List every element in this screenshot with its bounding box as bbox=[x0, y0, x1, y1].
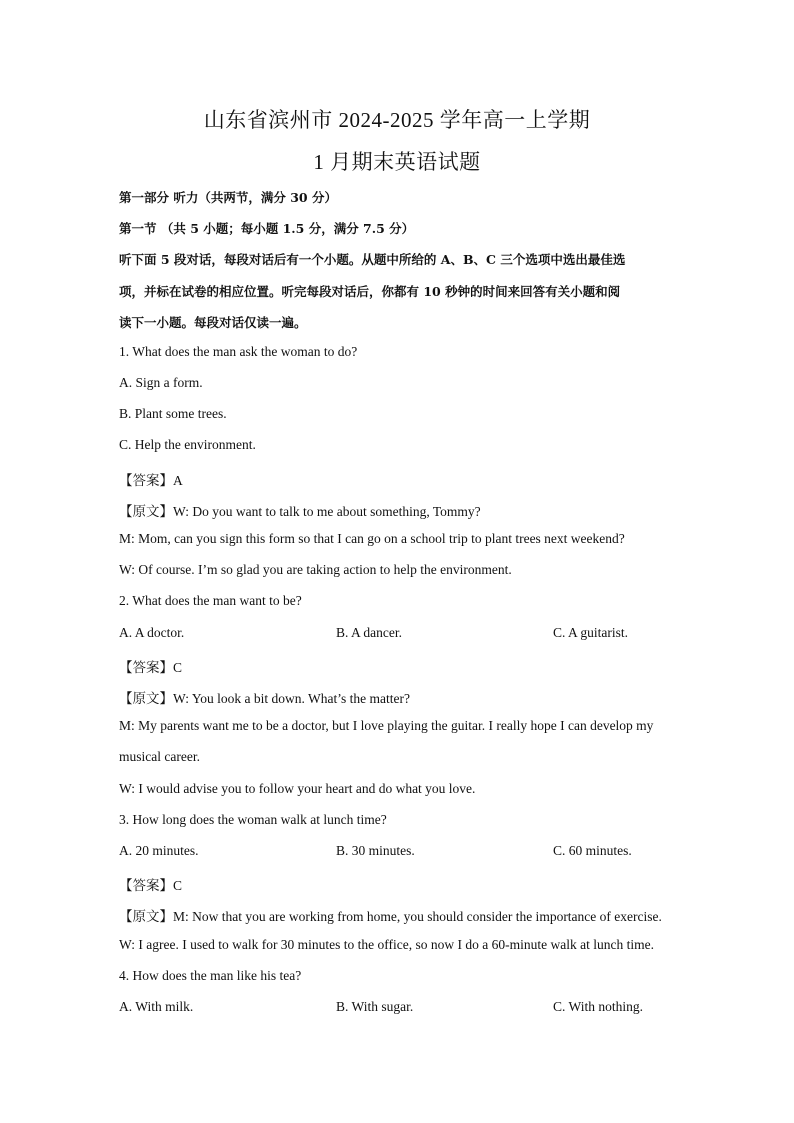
option-a: A. With milk. bbox=[119, 999, 194, 1014]
answer-label: 【答案】 bbox=[119, 878, 173, 893]
answer-label: 【答案】 bbox=[119, 473, 173, 488]
option-b: B. Plant some trees. bbox=[119, 406, 227, 421]
answer-line bbox=[119, 874, 182, 894]
transcript-text: W: You look a bit down. What’s the matter? bbox=[173, 691, 410, 706]
transcript-text: M: Mom, can you sign this form so that I can go on a school trip to plant trees next weekend? bbox=[119, 531, 625, 546]
transcript-label: 【原文】 bbox=[119, 691, 173, 706]
option-c: C. A guitarist. bbox=[553, 625, 629, 640]
transcript-line bbox=[119, 687, 410, 707]
transcript-text: W: Do you want to talk to me about something, Tommy? bbox=[173, 504, 481, 519]
question-text: 4. How does the man like his tea? bbox=[119, 968, 302, 983]
transcript-line bbox=[119, 905, 662, 925]
instructions-line: 项，并标在试卷的相应位置。听完每段对话后，你都有 10 秒钟的时间来回答有关小题和阅 bbox=[119, 284, 621, 299]
option-a: A. 20 minutes. bbox=[119, 843, 199, 858]
answer-value: C bbox=[173, 878, 183, 893]
instructions-line: 听下面 5 段对话，每段对话后有一个小题。从题中所给的 A、B、C 三个选项中选出最佳选 bbox=[119, 252, 626, 267]
question-text: 3. How long does the woman walk at lunch time? bbox=[119, 812, 387, 827]
transcript-text: W: Of course. I’m so glad you are taking action to help the environment. bbox=[119, 562, 512, 577]
part1-heading: 第一部分 听力（共两节，满分 30 分） bbox=[119, 190, 337, 205]
answer-line bbox=[119, 656, 182, 676]
transcript-label: 【原文】 bbox=[119, 909, 173, 924]
option-b: B. With sugar. bbox=[336, 999, 414, 1014]
option-a: A. A doctor. bbox=[119, 625, 185, 640]
transcript-text: musical career. bbox=[119, 749, 200, 764]
instructions-line: 读下一小题。每段对话仅读一遍。 bbox=[119, 315, 307, 330]
option-c: C. Help the environment. bbox=[119, 437, 256, 452]
answer-value: A bbox=[173, 473, 183, 488]
question-text: 1. What does the man ask the woman to do? bbox=[119, 344, 358, 359]
answer-label: 【答案】 bbox=[119, 660, 173, 675]
transcript-text: W: I agree. I used to walk for 30 minutes to the office, so now I do a 60-minute walk at lunch time. bbox=[119, 937, 654, 952]
answer-line bbox=[119, 469, 183, 489]
transcript-text: W: I would advise you to follow your heart and do what you love. bbox=[119, 781, 476, 796]
exam-title: 山东省滨州市 2024-2025 学年高一上学期 bbox=[203, 108, 591, 132]
answer-value: C bbox=[173, 660, 183, 675]
option-c: C. 60 minutes. bbox=[553, 843, 632, 858]
question-text: 2. What does the man want to be? bbox=[119, 593, 302, 608]
exam-subtitle: 1 月期末英语试题 bbox=[313, 150, 481, 174]
transcript-line bbox=[119, 500, 481, 520]
option-b: B. A dancer. bbox=[336, 625, 402, 640]
option-b: B. 30 minutes. bbox=[336, 843, 415, 858]
option-a: A. Sign a form. bbox=[119, 375, 203, 390]
section1-heading: 第一节 （共 5 小题；每小题 1.5 分，满分 7.5 分） bbox=[119, 221, 415, 236]
option-c: C. With nothing. bbox=[553, 999, 643, 1014]
transcript-text: M: My parents want me to be a doctor, but I love playing the guitar. I really hope I can develop my bbox=[119, 718, 654, 733]
transcript-text: M: Now that you are working from home, you should consider the importance of exercise. bbox=[173, 909, 662, 924]
transcript-label: 【原文】 bbox=[119, 504, 173, 519]
